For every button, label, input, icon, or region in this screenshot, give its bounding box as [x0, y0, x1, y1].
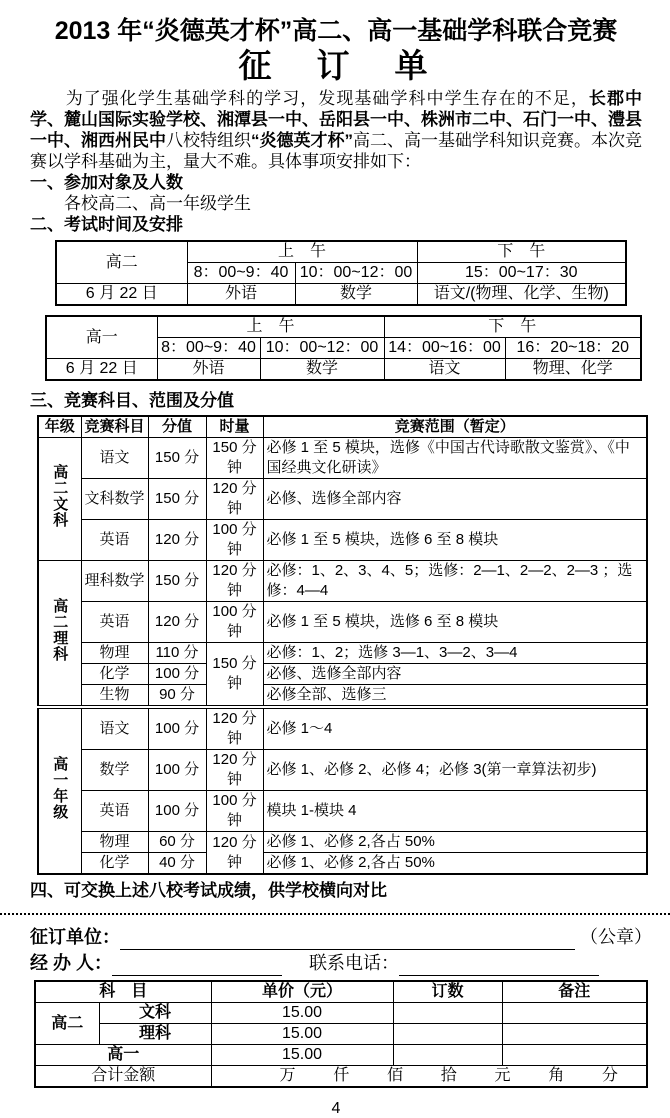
table-row: [38, 853, 647, 875]
session-cell: 下 午: [417, 241, 626, 263]
doc-title: 2013 年“炎德英才杯”高二、高一基础学科联合竞赛: [54, 17, 618, 45]
subject-cell: 化学: [81, 664, 148, 685]
grade-cell: 高二: [35, 1003, 99, 1045]
table-row: [38, 520, 647, 561]
score-cell: 120 分: [148, 520, 206, 561]
grade-group-cell: [38, 438, 81, 561]
scope-cell: 必修：1、2、3、4、5；选修：2—1、2—2、2—3 ；选修：4—4: [263, 561, 647, 602]
time-cell: 120 分钟: [206, 707, 263, 750]
subject-cell: 文科数学: [81, 479, 148, 520]
cut-line: [0, 913, 670, 915]
section1-heading: 一、参加对象及人数: [30, 173, 183, 192]
grade-cell: 高一: [35, 1045, 211, 1066]
note-cell[interactable]: [502, 1003, 647, 1024]
seal-label: （公章）: [580, 927, 653, 947]
total-label-cell: 合计金额: [35, 1066, 211, 1088]
header-cell: 时量: [206, 416, 263, 438]
scope-cell: 必修 1 至 5 模块，选修《中国古代诗歌散文鉴赏》、《中国经典文化研读》: [263, 438, 647, 479]
page-number: 4: [331, 1100, 341, 1117]
time-cell: 150 分钟: [206, 438, 263, 479]
subject-cell: 语文: [81, 438, 148, 479]
table-header-row: [38, 416, 647, 438]
table-row: [56, 241, 626, 263]
time-cell: 15：00~17：30: [417, 263, 626, 284]
grade-cell: 高一: [46, 316, 157, 359]
table-row: [38, 643, 647, 664]
table-row: [35, 1024, 647, 1045]
header-cell: 竞赛科目: [81, 416, 148, 438]
grade-group-cell: [38, 561, 81, 708]
time-cell: 100 分钟: [206, 791, 263, 832]
time-cell: 16：20~18：20: [505, 338, 641, 359]
subject-cell: 英语: [81, 520, 148, 561]
header-cell: 科 目: [35, 981, 211, 1003]
time-cell: 100 分钟: [206, 520, 263, 561]
subject-cell: 数学: [295, 284, 417, 306]
table-row: [38, 791, 647, 832]
score-cell: 120 分: [148, 602, 206, 643]
table-row: [38, 707, 647, 750]
note-cell[interactable]: [502, 1024, 647, 1045]
section3-heading: 三、竞赛科目、范围及分值: [30, 391, 234, 410]
qty-cell[interactable]: [393, 1003, 502, 1024]
header-cell: 分值: [148, 416, 206, 438]
contest-table: [37, 415, 648, 875]
price-cell: 15.00: [211, 1003, 393, 1024]
score-cell: 150 分: [148, 479, 206, 520]
grade-group-label: 高一年级: [51, 756, 69, 820]
schedule-table-g1: [45, 315, 642, 381]
scope-cell: 必修：1、2；选修 3—1、3—2、3—4: [263, 643, 647, 664]
phone-input[interactable]: [399, 956, 599, 976]
time-cell: 14：00~16：00: [384, 338, 505, 359]
qty-cell[interactable]: [393, 1024, 502, 1045]
scope-cell: 必修 1、必修 2,各占 50%: [263, 853, 647, 875]
header-cell: 单价（元）: [211, 981, 393, 1003]
scope-cell: 必修 1～4: [263, 707, 647, 750]
price-cell: 15.00: [211, 1045, 393, 1066]
score-cell: 60 分: [148, 832, 206, 853]
time-cell: 120 分钟: [206, 832, 263, 875]
scope-cell: 必修 1 至 5 模块，选修 6 至 8 模块: [263, 520, 647, 561]
subject-cell: 语文/(物理、化学、生物): [417, 284, 626, 306]
agent-input[interactable]: [112, 956, 282, 976]
subject-cell: 理科数学: [81, 561, 148, 602]
time-cell: 120 分钟: [206, 479, 263, 520]
time-cell: 10：00~12：00: [295, 263, 417, 284]
order-unit-input[interactable]: [120, 930, 575, 950]
time-cell: 10：00~12：00: [260, 338, 384, 359]
table-row: [38, 664, 647, 685]
section2-heading: 二、考试时间及安排: [30, 215, 183, 234]
agent-label: 经 办 人：: [30, 953, 113, 973]
table-row: [46, 316, 641, 338]
header-cell: 备注: [502, 981, 647, 1003]
note-cell[interactable]: [502, 1045, 647, 1066]
subject-cell: 物理: [81, 832, 148, 853]
grade-group-label: 高二文科: [51, 464, 69, 528]
score-cell: 100 分: [148, 664, 206, 685]
scope-cell: 必修 1、必修 2,各占 50%: [263, 832, 647, 853]
total-amount-cell[interactable]: [211, 1066, 647, 1088]
score-cell: 100 分: [148, 791, 206, 832]
schedule-table-g2: [55, 240, 627, 306]
track-cell: 文科: [99, 1003, 211, 1024]
table-row: [38, 602, 647, 643]
total-units: 万 仟 佰 拾 元 角 分: [279, 1067, 618, 1084]
score-cell: 110 分: [148, 643, 206, 664]
subject-cell: 语文: [384, 359, 505, 381]
doc-subtitle: 征 订 单: [238, 47, 434, 84]
subject-cell: 物理: [81, 643, 148, 664]
table-row: [35, 1003, 647, 1024]
scope-cell: 必修 1 至 5 模块，选修 6 至 8 模块: [263, 602, 647, 643]
scope-cell: 必修全部、选修三: [263, 685, 647, 708]
header-cell: 年级: [38, 416, 81, 438]
subject-cell: 数学: [260, 359, 384, 381]
track-cell: 理科: [99, 1024, 211, 1045]
table-row: [35, 1066, 647, 1088]
qty-cell[interactable]: [393, 1045, 502, 1066]
intro-paragraph: 为了强化学生基础学科的学习，发现基础学科中学生存在的不足，长郡中学、麓山国际实验学校、湘潭县一中、岳阳县一中、株洲市二中、石门一中、澧县一中、湘西州民中八校特组织“炎德英才杯”高二、高一基础学科知识竞赛。本次竞赛以学科基础为主，量大不难。具体事项安排如下：: [30, 89, 643, 171]
table-row: [46, 359, 641, 381]
order-unit-line: [30, 924, 653, 950]
grade-group-label: 高二理科: [51, 598, 69, 662]
header-cell: 订数: [393, 981, 502, 1003]
date-cell: 6 月 22 日: [56, 284, 187, 306]
scope-cell: 模块 1-模块 4: [263, 791, 647, 832]
time-cell: 120 分钟: [206, 561, 263, 602]
subject-cell: 语文: [81, 707, 148, 750]
session-cell: 上 午: [157, 316, 384, 338]
table-row: [35, 1045, 647, 1066]
subject-cell: 生物: [81, 685, 148, 708]
score-cell: 90 分: [148, 685, 206, 708]
scope-cell: 必修 1、必修 2、必修 4；必修 3(第一章算法初步): [263, 750, 647, 791]
time-cell: 150 分钟: [206, 643, 263, 708]
subject-cell: 外语: [187, 284, 295, 306]
agent-line: [30, 950, 642, 976]
table-row: [38, 750, 647, 791]
score-cell: 150 分: [148, 438, 206, 479]
table-row: [38, 685, 647, 708]
grade-group-cell: [38, 707, 81, 874]
order-table: [34, 980, 648, 1088]
session-cell: 上 午: [187, 241, 417, 263]
price-cell: 15.00: [211, 1024, 393, 1045]
grade-cell: 高二: [56, 241, 187, 284]
subject-cell: 英语: [81, 791, 148, 832]
time-cell: 100 分钟: [206, 602, 263, 643]
table-row: [38, 479, 647, 520]
score-cell: 40 分: [148, 853, 206, 875]
phone-label: 联系电话：: [309, 953, 400, 973]
subject-cell: 外语: [157, 359, 260, 381]
section1-body: 各校高二、高一年级学生: [64, 194, 251, 213]
score-cell: 150 分: [148, 561, 206, 602]
subject-cell: 数学: [81, 750, 148, 791]
subject-cell: 物理、化学: [505, 359, 641, 381]
score-cell: 100 分: [148, 750, 206, 791]
time-cell: 120 分钟: [206, 750, 263, 791]
scope-cell: 必修、选修全部内容: [263, 479, 647, 520]
session-cell: 下 午: [384, 316, 641, 338]
subject-cell: 英语: [81, 602, 148, 643]
order-unit-label: 征订单位：: [30, 927, 120, 947]
score-cell: 100 分: [148, 707, 206, 750]
header-cell: 竞赛范围（暂定）: [263, 416, 647, 438]
table-row: [56, 284, 626, 306]
date-cell: 6 月 22 日: [46, 359, 157, 381]
table-header-row: [35, 981, 647, 1003]
scope-cell: 必修、选修全部内容: [263, 664, 647, 685]
subject-cell: 化学: [81, 853, 148, 875]
section4-heading: 四、可交换上述八校考试成绩，供学校横向对比: [30, 881, 387, 900]
time-cell: 8：00~9：40: [187, 263, 295, 284]
table-row: [38, 561, 647, 602]
table-row: [38, 438, 647, 479]
table-row: [38, 832, 647, 853]
time-cell: 8：00~9：40: [157, 338, 260, 359]
